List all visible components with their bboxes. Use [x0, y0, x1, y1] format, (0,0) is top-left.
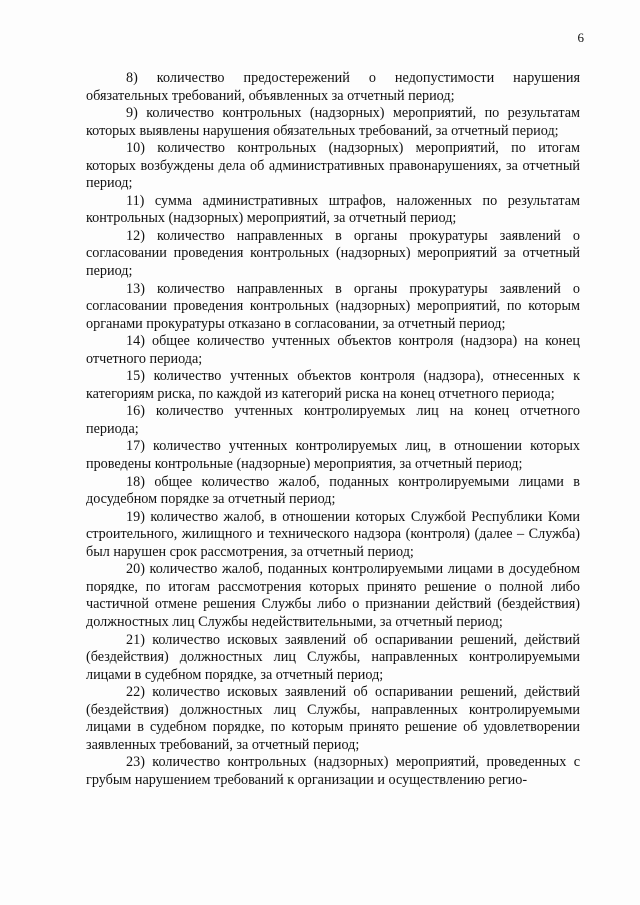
list-item-18: 18) общее количество жалоб, поданных контролируемыми лицами в досудебном порядке за отчетный период;: [86, 473, 580, 508]
list-item-14: 14) общее количество учтенных объектов контроля (надзора) на конец отчетного периода;: [86, 333, 580, 367]
list-item-21: 21) количество исковых заявлений об оспаривании решений, действий (бездействия) должностных лиц Службы, направленных контролируемыми лицами в судебном порядке, за отчетный период;: [86, 631, 580, 683]
document-body: [86, 70, 580, 789]
page-number: 6: [577, 30, 584, 45]
list-item-17: 17) количество учтенных контролируемых лиц, в отношении которых проведены контрольные (надзорные) мероприятия, за отчетный период;: [86, 438, 580, 473]
list-item-9: 9) количество контрольных (надзорных) мероприятий, по результатам которых выявлены нарушения обязательных требований, за отчетный период;: [86, 105, 580, 139]
list-item-23: 23) количество контрольных (надзорных) мероприятий, проведенных с грубым нарушением требований к организации и осуществлению регио-: [86, 754, 580, 788]
list-item-16: 16) количество учтенных контролируемых лиц на конец отчетного периода;: [86, 403, 580, 437]
list-item-22: 22) количество исковых заявлений об оспаривании решений, действий (бездействия) должностных лиц Службы, направленных контролируемыми лицами в судебном порядке, по которым принято решение об удовлетворении заявленных требований, за отчетный период;: [86, 684, 580, 753]
list-item-13: 13) количество направленных в органы прокуратуры заявлений о согласовании проведения контрольных (надзорных) мероприятий, по которым органами прокуратуры отказано в согласовании, за отчетный период;: [86, 280, 580, 332]
list-item-15: 15) количество учтенных объектов контроля (надзора), отнесенных к категориям риска, по каждой из категорий риска на конец отчетного периода;: [86, 368, 580, 402]
list-item-10: 10) количество контрольных (надзорных) мероприятий, по итогам которых возбуждены дела об административных правонарушениях, за отчетный период;: [86, 140, 580, 192]
list-item-11: 11) сумма административных штрафов, наложенных по результатам контрольных (надзорных) мероприятий, за отчетный период;: [86, 192, 580, 227]
list-item-12: 12) количество направленных в органы прокуратуры заявлений о согласовании проведения контрольных (надзорных) мероприятий за отчетный период;: [86, 227, 580, 280]
list-item-19: 19) количество жалоб, в отношении которых Службой Республики Коми строительного, жилищного и технического надзора (контроля) (далее – Служба) был нарушен срок рассмотрения, за отчетный период;: [86, 508, 580, 560]
list-item-20: 20) количество жалоб, поданных контролируемыми лицами в досудебном порядке, по итогам рассмотрения которых принято решение о полной либо частичной отмене решения Службы либо о признании действий (бездействия) должностных лиц Службы недействительными, за отчетный период;: [86, 561, 580, 630]
list-item-8: 8) количество предостережений о недопустимости нарушения обязательных требований, объявленных за отчетный период;: [86, 70, 580, 104]
